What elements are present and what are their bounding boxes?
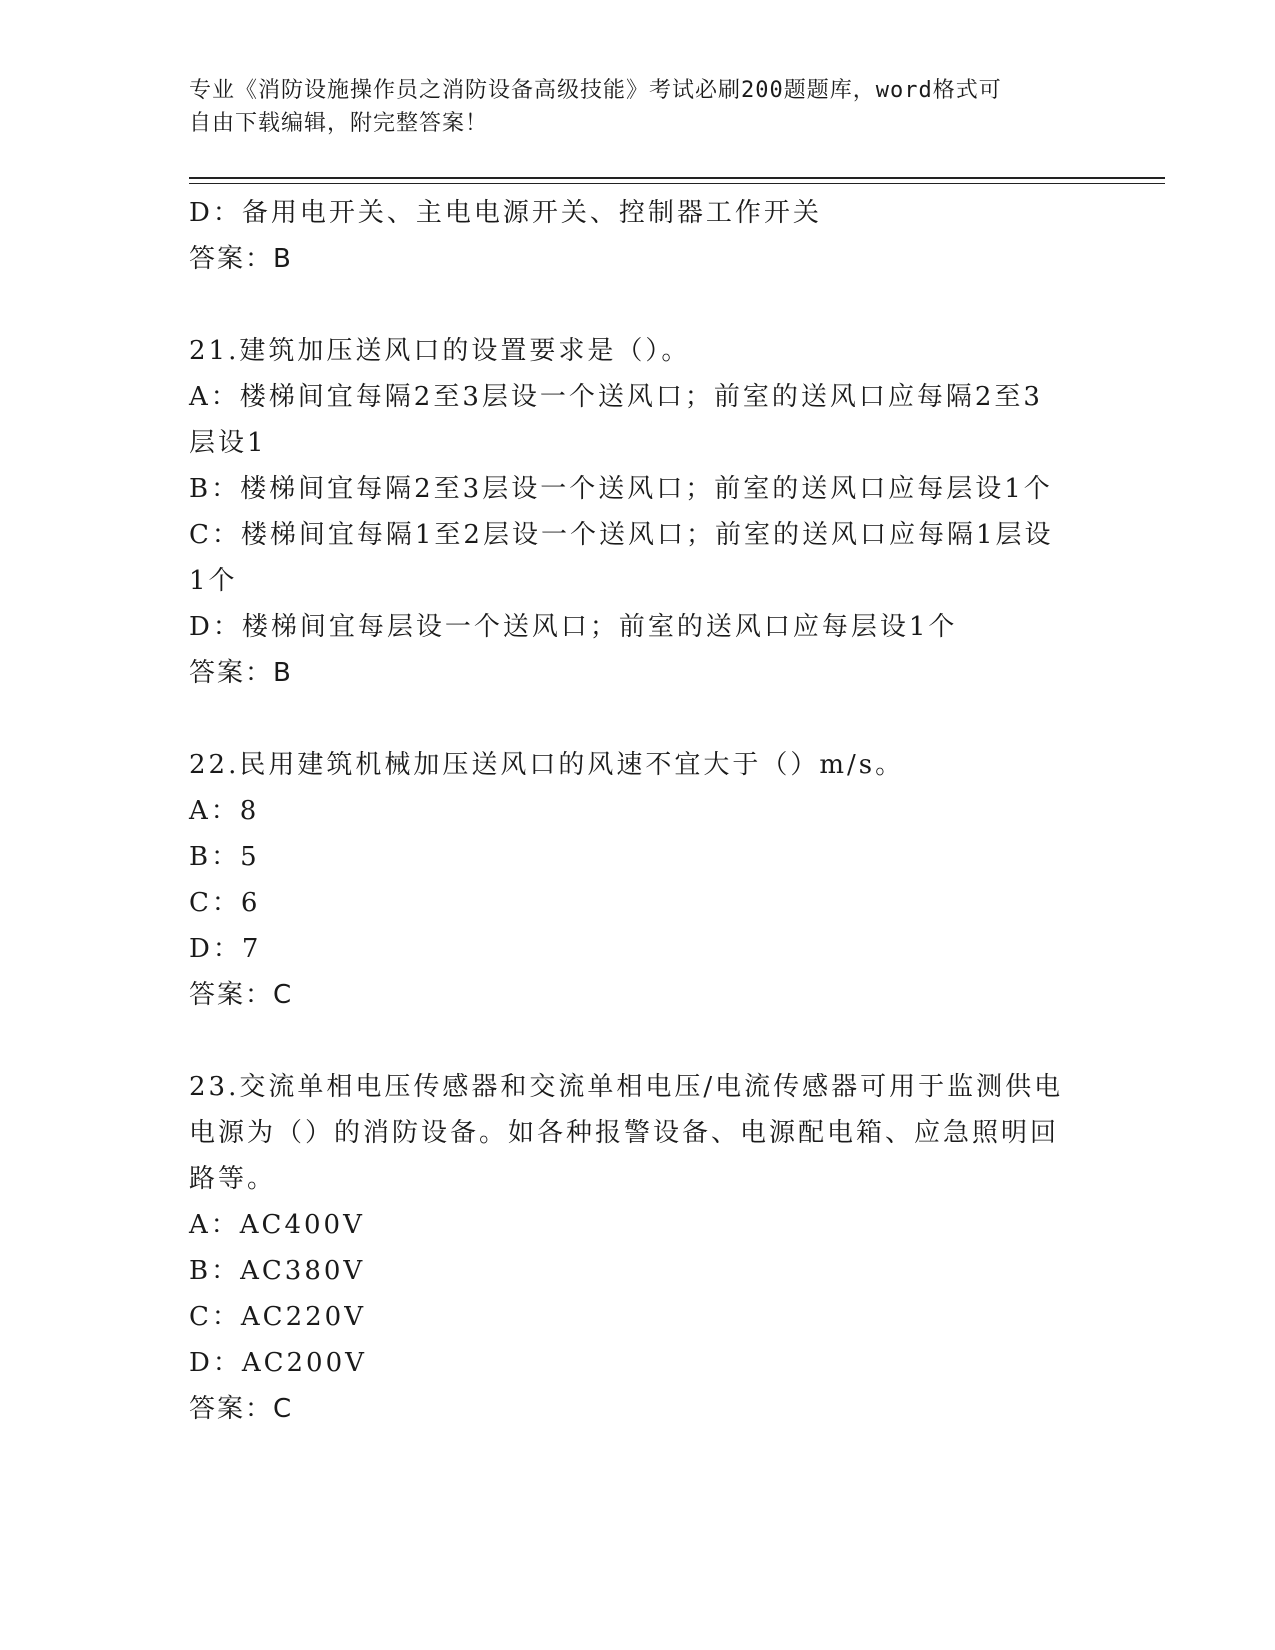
question-22 <box>189 742 1089 1018</box>
option-d: D：AC200V <box>189 1348 367 1378</box>
header-divider-thin <box>189 183 1165 184</box>
question-stem: 22.民用建筑机械加压送风口的风速不宜大于（）m/s。 <box>189 750 905 780</box>
header-title-line-1: 专业《消防设施操作员之消防设备高级技能》考试必刷200题题库，word格式可 <box>189 78 1002 103</box>
option-b: B：楼梯间宜每隔2至3层设一个送风口；前室的送风口应每层设1个 <box>189 474 1053 504</box>
answer: 答案：C <box>189 980 294 1010</box>
question-23 <box>189 1064 1089 1432</box>
question-stem-line-2: 电源为（）的消防设备。如各种报警设备、电源配电箱、应急照明回 <box>189 1118 1060 1148</box>
question-stem-line-1: 23.交流单相电压传感器和交流单相电压/电流传感器可用于监测供电 <box>189 1072 1064 1102</box>
option-d: D：楼梯间宜每层设一个送风口；前室的送风口应每层设1个 <box>189 612 958 642</box>
question-21 <box>189 328 1089 696</box>
prev-question-answer: 答案：B <box>189 244 293 274</box>
option-c-continued: 1个 <box>189 566 238 596</box>
option-c: C：楼梯间宜每隔1至2层设一个送风口；前室的送风口应每隔1层设 <box>189 520 1054 550</box>
spacer <box>189 1018 1089 1064</box>
answer: 答案：C <box>189 1394 294 1424</box>
option-b: B：5 <box>189 842 260 872</box>
spacer <box>189 282 1089 328</box>
option-a: A：8 <box>189 796 260 826</box>
header-title-line-2: 自由下载编辑，附完整答案！ <box>189 111 489 136</box>
answer: 答案：B <box>189 658 293 688</box>
prev-question-option-d: D：备用电开关、主电电源开关、控制器工作开关 <box>189 198 822 228</box>
header-divider-thick <box>189 177 1165 179</box>
option-c: C：6 <box>189 888 261 918</box>
option-a: A：楼梯间宜每隔2至3层设一个送风口；前室的送风口应每隔2至3 <box>189 382 1043 412</box>
spacer <box>189 696 1089 742</box>
question-stem: 21.建筑加压送风口的设置要求是（）。 <box>189 336 691 366</box>
question-stem-line-3: 路等。 <box>189 1164 277 1194</box>
option-b: B：AC380V <box>189 1256 366 1286</box>
option-a-continued: 层设1 <box>189 428 267 458</box>
document-header <box>189 74 1069 140</box>
question-content <box>189 190 1089 1432</box>
option-a: A：AC400V <box>189 1210 365 1240</box>
option-d: D：7 <box>189 934 262 964</box>
option-c: C：AC220V <box>189 1302 366 1332</box>
